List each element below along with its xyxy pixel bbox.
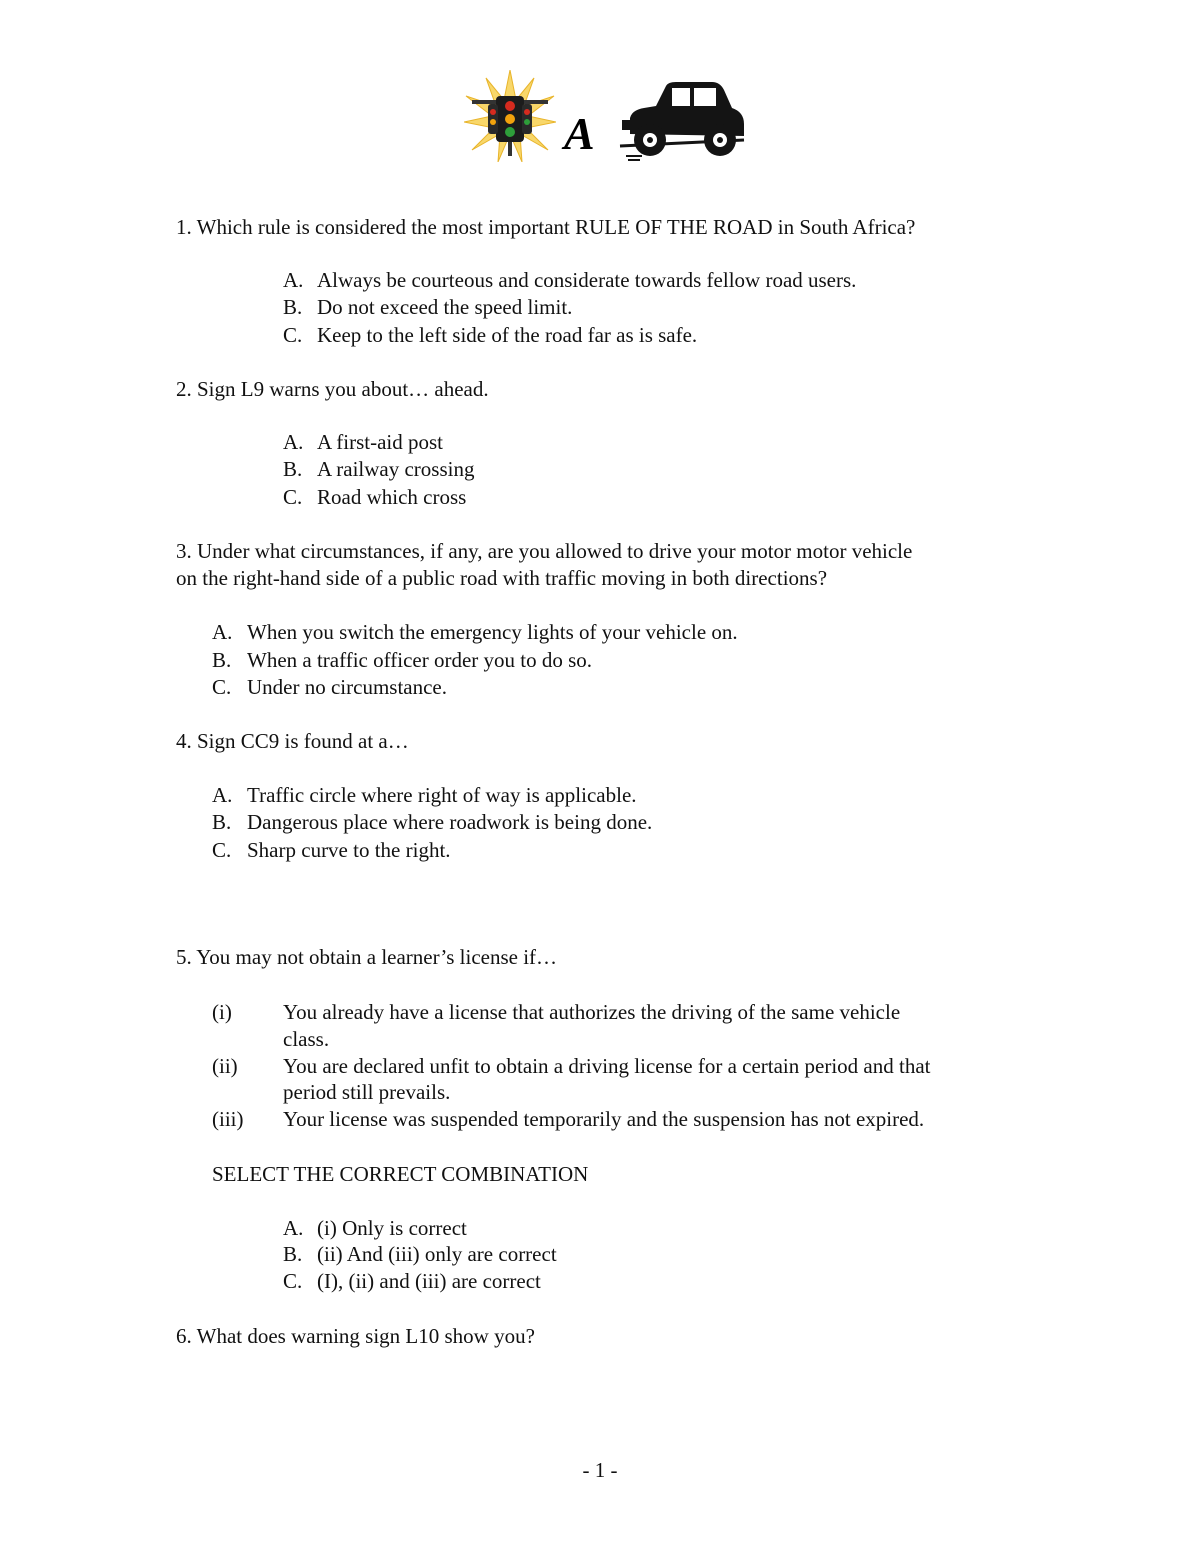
statement-numeral: (i): [212, 1000, 232, 1024]
option-letter: C.: [283, 485, 303, 509]
option-text: Under no circumstance.: [247, 675, 448, 699]
option-letter: A.: [212, 783, 233, 807]
option-letter: A.: [283, 1216, 304, 1240]
question-3-line-1: 3. Under what circumstances, if any, are you allowed to drive your motor motor vehicle: [176, 539, 913, 563]
question-2: 2. Sign L9 warns you about… ahead.: [176, 377, 489, 401]
option-text: Traffic circle where right of way is applicable.: [247, 783, 637, 807]
option-text: Road which cross: [317, 485, 467, 509]
option-text: (i) Only is correct: [317, 1216, 467, 1240]
question-6: 6. What does warning sign L10 show you?: [176, 1324, 535, 1348]
option-letter: B.: [212, 648, 232, 672]
option-letter: C.: [212, 838, 232, 862]
option-text: A first-aid post: [317, 430, 443, 454]
statement-text-continued: period still prevails.: [283, 1080, 451, 1104]
option-letter: A.: [283, 268, 304, 292]
statement-text: You already have a license that authorizes the driving of the same vehicle: [283, 1000, 901, 1024]
question-1: 1. Which rule is considered the most important RULE OF THE ROAD in South Africa?: [176, 215, 916, 239]
statement-text-continued: class.: [283, 1027, 330, 1051]
option-letter: A.: [212, 620, 233, 644]
statement-numeral: (ii): [212, 1054, 238, 1078]
selection-instruction: SELECT THE CORRECT COMBINATION: [212, 1162, 589, 1186]
header-letter: A: [564, 108, 595, 159]
option-letter: B.: [283, 457, 303, 481]
option-text: When you switch the emergency lights of your vehicle on.: [247, 620, 738, 644]
option-letter: C.: [283, 323, 303, 347]
statement-text: You are declared unfit to obtain a driving license for a certain period and that: [283, 1054, 931, 1078]
page-number: - 1 -: [582, 1458, 618, 1482]
option-letter: B.: [283, 1242, 303, 1266]
option-text: (ii) And (iii) only are correct: [317, 1242, 557, 1266]
option-text: Always be courteous and considerate towards fellow road users.: [317, 268, 857, 292]
option-text: Do not exceed the speed limit.: [317, 295, 573, 319]
option-text: Sharp curve to the right.: [247, 838, 451, 862]
option-letter: C.: [212, 675, 232, 699]
option-letter: B.: [283, 295, 303, 319]
question-5: 5. You may not obtain a learner’s license if…: [176, 945, 558, 969]
statement-text: Your license was suspended temporarily and the suspension has not expired.: [283, 1107, 925, 1131]
option-letter: A.: [283, 430, 304, 454]
option-text: (I), (ii) and (iii) are correct: [317, 1269, 541, 1293]
traffic-light-icon: [464, 70, 556, 162]
option-text: When a traffic officer order you to do so.: [247, 648, 593, 672]
question-4: 4. Sign CC9 is found at a…: [176, 729, 409, 753]
option-text: A railway crossing: [317, 457, 475, 481]
option-letter: C.: [283, 1269, 303, 1293]
statement-numeral: (iii): [212, 1107, 244, 1131]
option-letter: B.: [212, 810, 232, 834]
question-3-line-2: on the right-hand side of a public road with traffic moving in both directions?: [176, 566, 828, 590]
option-text: Dangerous place where roadwork is being done.: [247, 810, 653, 834]
option-text: Keep to the left side of the road far as is safe.: [317, 323, 698, 347]
vintage-car-icon: [616, 76, 748, 162]
document-header: [460, 66, 760, 166]
